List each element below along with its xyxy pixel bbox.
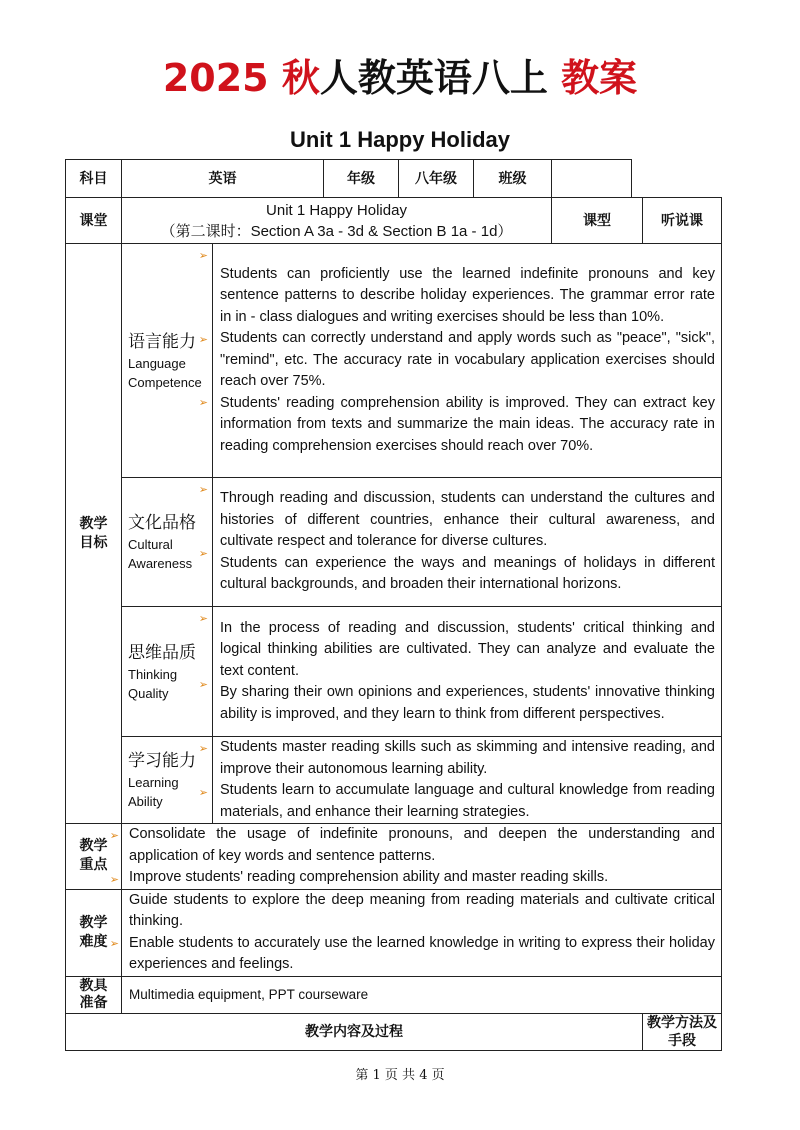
difficulties-label: [66, 889, 122, 976]
objective-thinking-zh: 思维品质: [128, 642, 196, 663]
objective-language-label: [122, 244, 213, 478]
objective-learning-zh: 学习能力: [128, 751, 196, 771]
unit-title: Unit 1 Happy Holiday: [289, 127, 511, 152]
bullet-arrow-icon: ➢: [198, 613, 208, 625]
bullet-arrow-icon: ➢: [198, 548, 208, 560]
objective-language-row: [66, 244, 722, 478]
process-content-label: 教学内容及过程: [66, 1013, 643, 1050]
key-point-item: Improve students' reading comprehension ability and master reading skills.: [129, 869, 609, 885]
objective-language-en: Language Competence: [128, 355, 202, 390]
lesson-type-value: 听说课: [643, 198, 722, 244]
grade-label: 年级: [324, 160, 399, 198]
title-suffix: 教案: [561, 56, 638, 100]
objective-learning-label: [122, 737, 213, 824]
key-points-label: [66, 824, 122, 890]
bullet-arrow-icon: ➢: [198, 250, 208, 262]
bullet-arrow-icon: ➢: [198, 743, 208, 755]
lesson-title: [122, 198, 552, 244]
objective-culture-item: Students can experience the ways and meanings of holidays in different cultural backgrounds, and broaden their international horizons.: [220, 554, 715, 593]
objective-language-item: Students can correctly understand and apply words such as "peace", "sick", "remind", etc. The accuracy rate in vocabulary application exercises should reach over 75%.: [220, 330, 715, 390]
key-points-content: [122, 824, 722, 890]
objective-learning-content: [213, 737, 722, 824]
objective-thinking-content: [213, 607, 722, 737]
key-point-item: Consolidate the usage of indefinite pronouns, and deepen the understanding and application of key words and sentence patterns.: [129, 826, 715, 864]
page-title: [0, 52, 800, 104]
materials-content: Multimedia equipment, PPT courseware: [122, 976, 722, 1013]
lesson-label: 课堂: [66, 198, 122, 244]
lesson-plan-table: [65, 159, 722, 1051]
materials-row: [66, 976, 722, 1013]
process-header-row: [66, 1013, 722, 1050]
objective-thinking-label: [122, 607, 213, 737]
objective-learning-row: [66, 737, 722, 824]
objective-culture-item: Through reading and discussion, students can understand the cultures and histories of different countries, enhance their cultural awareness, and cultivate respect and tolerance for diverse cultures.: [220, 490, 715, 550]
key-points-row: [66, 824, 722, 890]
objective-learning-item: Students learn to accumulate language and cultural knowledge from reading materials, and enhance their learning strategies.: [220, 782, 715, 820]
objective-language-item: Students' reading comprehension ability is improved. They can extract key information from texts and summarize the main ideas. The accuracy rate in reading comprehension exercises should reach over 70%.: [220, 394, 715, 454]
objective-culture-en: Cultural Awareness: [128, 537, 193, 571]
difficulties-row: [66, 889, 722, 976]
bullet-arrow-icon: ➢: [198, 787, 208, 799]
lesson-type-label: 课型: [552, 198, 643, 244]
lesson-title-line2: （第二课时：Section A 3a - 3d & Section B 1a - 1d）: [160, 222, 513, 240]
class-value: [552, 160, 632, 198]
objective-thinking-item: By sharing their own opinions and experiences, students' innovative thinking ability is improved, and they learn to think from different perspectives.: [220, 684, 715, 722]
difficulty-item: Enable students to accurately use the learned knowledge in writing to express their holiday experiences and feelings.: [129, 934, 715, 972]
bullet-arrow-icon: ➢: [198, 484, 208, 496]
objective-learning-item: Students master reading skills such as skimming and intensive reading, and improve their autonomous learning ability.: [220, 739, 715, 777]
key-points-text: 教学重点: [79, 838, 108, 874]
difficulties-text: 教学难度: [79, 914, 108, 950]
objective-culture-content: [213, 478, 722, 607]
objective-thinking-en: Thinking Quality: [128, 666, 178, 701]
objective-thinking-item: In the process of reading and discussion, students' critical thinking and logical thinking abilities are cultivated. They can analyze and evaluate the text content.: [220, 619, 715, 679]
bullet-arrow-icon: ➢: [109, 873, 119, 886]
difficulties-content: [122, 889, 722, 976]
bullet-arrow-icon: ➢: [198, 679, 208, 691]
bullet-arrow-icon: ➢: [109, 936, 119, 950]
process-method-label: 教学方法及手段: [643, 1013, 722, 1050]
materials-label: 教具准备: [66, 976, 122, 1013]
objectives-label: 教学目标: [66, 244, 122, 824]
objective-culture-row: [66, 478, 722, 607]
page-footer: 第 1 页 共 4 页: [355, 1068, 445, 1083]
objective-thinking-row: [66, 607, 722, 737]
title-year: 2025 秋: [162, 56, 320, 100]
bullet-arrow-icon: ➢: [109, 829, 119, 842]
objective-language-content: [213, 244, 722, 478]
objective-language-item: Students can proficiently use the learned indefinite pronouns and key sentence patterns to describe holiday experiences. The grammar error rate in in - class dialogues and writing exercises should be less than 10%.: [220, 265, 715, 325]
subject-value: 英语: [122, 160, 324, 198]
bullet-arrow-icon: ➢: [198, 397, 208, 409]
lesson-title-line1: Unit 1 Happy Holiday: [266, 201, 407, 219]
info-row: [66, 160, 722, 198]
grade-value: 八年级: [399, 160, 474, 198]
objective-culture-zh: 文化品格: [128, 513, 196, 533]
bullet-arrow-icon: ➢: [198, 334, 208, 346]
subject-label: 科目: [66, 160, 122, 198]
objective-culture-label: [122, 478, 213, 607]
objective-learning-en: Learning Ability: [128, 775, 179, 809]
lesson-row: [66, 198, 722, 244]
title-main: 人教英语八上: [319, 56, 548, 100]
objective-language-zh: 语言能力: [128, 331, 196, 352]
difficulty-item: Guide students to explore the deep meaning from reading materials and cultivate critical thinking.: [129, 891, 715, 929]
class-label: 班级: [474, 160, 552, 198]
